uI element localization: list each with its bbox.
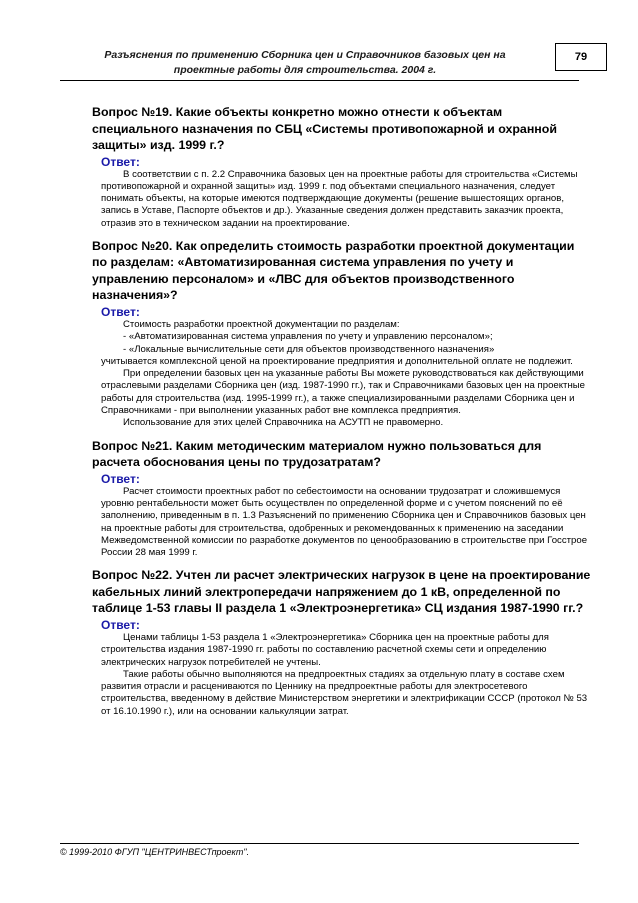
answer-19 [101, 169, 592, 230]
answer-20 [101, 319, 592, 430]
question-20-title: Вопрос №20. Как определить стоимость разработки проектной документации по разделам: «Автоматизированная система управления по учету и управлению персоналом» и «ЛВС для объектов производственного назначения»? [92, 238, 575, 303]
answer-paragraph: - «Локальные вычислительные сети для объектов производственного назначения» [123, 343, 495, 355]
answer-paragraph: Такие работы обычно выполняются на предпроектных стадиях за отдельную плату в составе схем развития отрасли и расцениваются по Ценнику на предпроектные работы для электросетевого строительства, введенному в действие Министерством энергетики и электрификации СССР (протокол № 53 от 16.10.1990 г.), или на основании калькуляции затрат. [101, 668, 588, 717]
running-header [60, 48, 550, 78]
answer-paragraph: Стоимость разработки проектной документации по разделам: [123, 318, 400, 330]
question-19-title: Вопрос №19. Какие объекты конкретно можно отнести к объектам специального назначения по СБЦ «Системы противопожарной и охранной защиты» изд. 1999 г.? [92, 105, 557, 152]
answer-22 [101, 632, 592, 718]
question-22-title: Вопрос №22. Учтен ли расчет электрических нагрузок в цене на проектирование кабельных линий электропередачи напряжением до 1 кВ, определенной по таблице 1-53 главы II раздела 1 «Электроэнергетика» СЦ издания 1987-1990 гг.? [92, 568, 591, 616]
question-21-title: Вопрос №21. Каким методическим материалом нужно пользоваться для расчета обоснования цены по трудозатратам? [92, 438, 542, 470]
answer-paragraph: При определении базовых цен на указанные работы Вы можете руководствоваться как действующими отраслевыми разделами Сборника цен (изд. 1987-1990 гг.), так и Справочниками базовых цен на проектные работы для строительства (изд. 1995-1999 гг.), а также специализированными разделами Сборника цен и Справочниками - при выполнении указанных работ вне комплекса предприятия. [101, 368, 585, 417]
answer-paragraph: Использование для этих целей Справочника на АСУТП не правомерно. [123, 417, 444, 429]
answer-label: Ответ: [101, 617, 140, 632]
document-body [92, 104, 592, 726]
answer-paragraph: В соответствии с п. 2.2 Справочника базовых цен на проектные работы для строительства «Системы противопожарной и охранной защиты» изд. 1999 г. под объектами специального назначения, следует понимать объекты, на которые имеются подтверждающие документы (решение вышестоящих органов, запись в Уставе, Паспорте объектов и др.). Указанные сведения должен представить заказчик проекта, отразив это в техническом задании на проектирование. [101, 168, 578, 229]
footer-divider [60, 843, 579, 844]
page-number: 79 [555, 43, 607, 71]
answer-label: Ответ: [101, 304, 140, 319]
answer-21 [101, 486, 592, 560]
header-line-2: проектные работы для строительства. 2004 г. [173, 64, 437, 76]
answer-label: Ответ: [101, 154, 140, 169]
header-divider [60, 80, 579, 81]
answer-label: Ответ: [101, 471, 140, 486]
header-line-1: Разъяснения по применению Сборника цен и Справочников базовых цен на [104, 49, 506, 61]
answer-paragraph: - «Автоматизированная система управления по учету и управлению персоналом»; [123, 331, 493, 343]
footer-copyright: © 1999-2010 ФГУП "ЦЕНТРИНВЕСТпроект". [60, 847, 250, 857]
answer-paragraph: учитывается комплексной ценой на проектирование предприятия и дополнительной оплате не подлежит. [101, 355, 573, 367]
answer-paragraph: Ценами таблицы 1-53 раздела 1 «Электроэнергетика» Сборника цен на проектные работы для строительства издания 1987-1990 гг. работы по составлению расчетной схемы сети и определению электрических нагрузок потребителей не учтены. [101, 631, 549, 668]
answer-paragraph: Расчет стоимости проектных работ по себестоимости на основании трудозатрат и сложившемуся уровню рентабельности может быть осуществлен по определенной форме и с учетом пояснений по её заполнению, приведенным в п. 1.3 Разъяснений по применению Сборника цен и Справочников базовых цен на проектные работы для строительства, одобренных и рекомендованных к применению на заседании Межведомственной комиссии по разработке документов по ценообразованию в строительстве при Госстрое России 28 мая 1999 г. [101, 485, 588, 559]
